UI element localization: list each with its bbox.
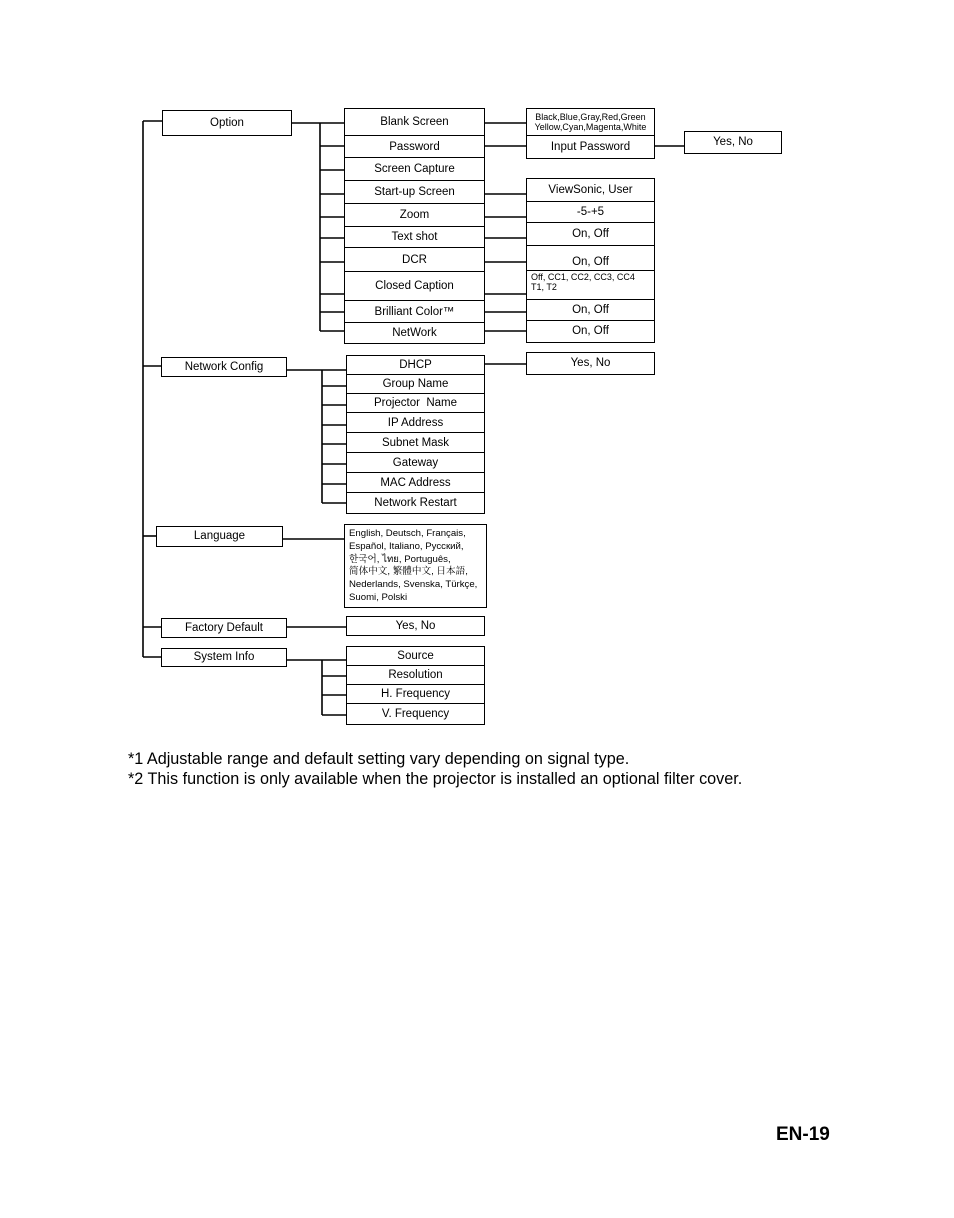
language-values-line-5: Nederlands, Svenska, Türkçe, — [349, 579, 478, 590]
language-values-line-4: 简体中文, 繁體中文, 日本語, — [349, 566, 468, 578]
network-item-dhcp: DHCP — [346, 355, 485, 376]
text-shot-values: On, Off — [526, 222, 655, 247]
option-item-text-shot: Text shot — [344, 226, 485, 249]
blank-screen-values-line-2: Yellow,Cyan,Magenta,White — [534, 121, 647, 132]
language-values-line-3: 한국어, ไทย, Português, — [349, 553, 451, 565]
network-item-ip-address: IP Address — [346, 412, 485, 434]
menu-language: Language — [156, 526, 283, 547]
option-item-brilliant-color: Brilliant Color™ — [344, 300, 485, 324]
menu-factory-default: Factory Default — [161, 618, 287, 638]
page-number: EN-19 — [776, 1124, 830, 1145]
option-item-network: NetWork — [344, 322, 485, 344]
option-item-screen-capture: Screen Capture — [344, 157, 485, 182]
dhcp-values: Yes, No — [526, 352, 655, 375]
menu-option: Option — [162, 110, 292, 136]
closed-caption-values — [526, 270, 655, 301]
footnote-2: *2 This function is only available when the projector is installed an optional filter cover. — [128, 770, 743, 788]
network-values: On, Off — [526, 320, 655, 343]
system-info-item-v-frequency: V. Frequency — [346, 703, 485, 725]
network-item-projector-name: Projector Name — [346, 393, 485, 414]
language-values-line-2: Español, Italiano, Русский, — [349, 540, 464, 552]
option-item-closed-caption: Closed Caption — [344, 271, 485, 302]
network-item-mac-address: MAC Address — [346, 472, 485, 494]
password-sub-value: Yes, No — [684, 131, 782, 154]
option-item-password: Password — [344, 135, 485, 159]
startup-screen-values: ViewSonic, User — [526, 178, 655, 203]
brilliant-color-values: On, Off — [526, 299, 655, 322]
network-item-gateway: Gateway — [346, 452, 485, 474]
system-info-item-resolution: Resolution — [346, 665, 485, 686]
option-item-blank-screen: Blank Screen — [344, 108, 485, 137]
menu-system-info: System Info — [161, 648, 287, 667]
closed-caption-values-line-2: T1, T2 — [531, 281, 557, 292]
network-item-group-name: Group Name — [346, 374, 485, 395]
menu-network-config: Network Config — [161, 357, 287, 377]
system-info-item-h-frequency: H. Frequency — [346, 684, 485, 705]
blank-screen-values-line-1: Black,Blue,Gray,Red,Green — [535, 111, 646, 122]
password-input-value: Input Password — [526, 135, 655, 159]
network-item-network-restart: Network Restart — [346, 492, 485, 514]
system-info-item-source: Source — [346, 646, 485, 667]
option-item-dcr: DCR — [344, 247, 485, 273]
factory-default-values: Yes, No — [346, 616, 485, 636]
language-values-line-1: English, Deutsch, Français, — [349, 528, 466, 539]
network-item-subnet-mask: Subnet Mask — [346, 432, 485, 454]
zoom-values: -5-+5 — [526, 201, 655, 224]
closed-caption-values-line-1: Off, CC1, CC2, CC3, CC4 — [531, 272, 635, 282]
blank-screen-values — [526, 108, 655, 137]
footnote-1: *1 Adjustable range and default setting vary depending on signal type. — [128, 750, 630, 768]
option-item-startup-screen: Start-up Screen — [344, 180, 485, 205]
language-values-line-6: Suomi, Polski — [349, 591, 408, 603]
option-item-zoom: Zoom — [344, 203, 485, 228]
dcr-values: On, Off — [526, 245, 655, 272]
language-values — [344, 524, 487, 608]
